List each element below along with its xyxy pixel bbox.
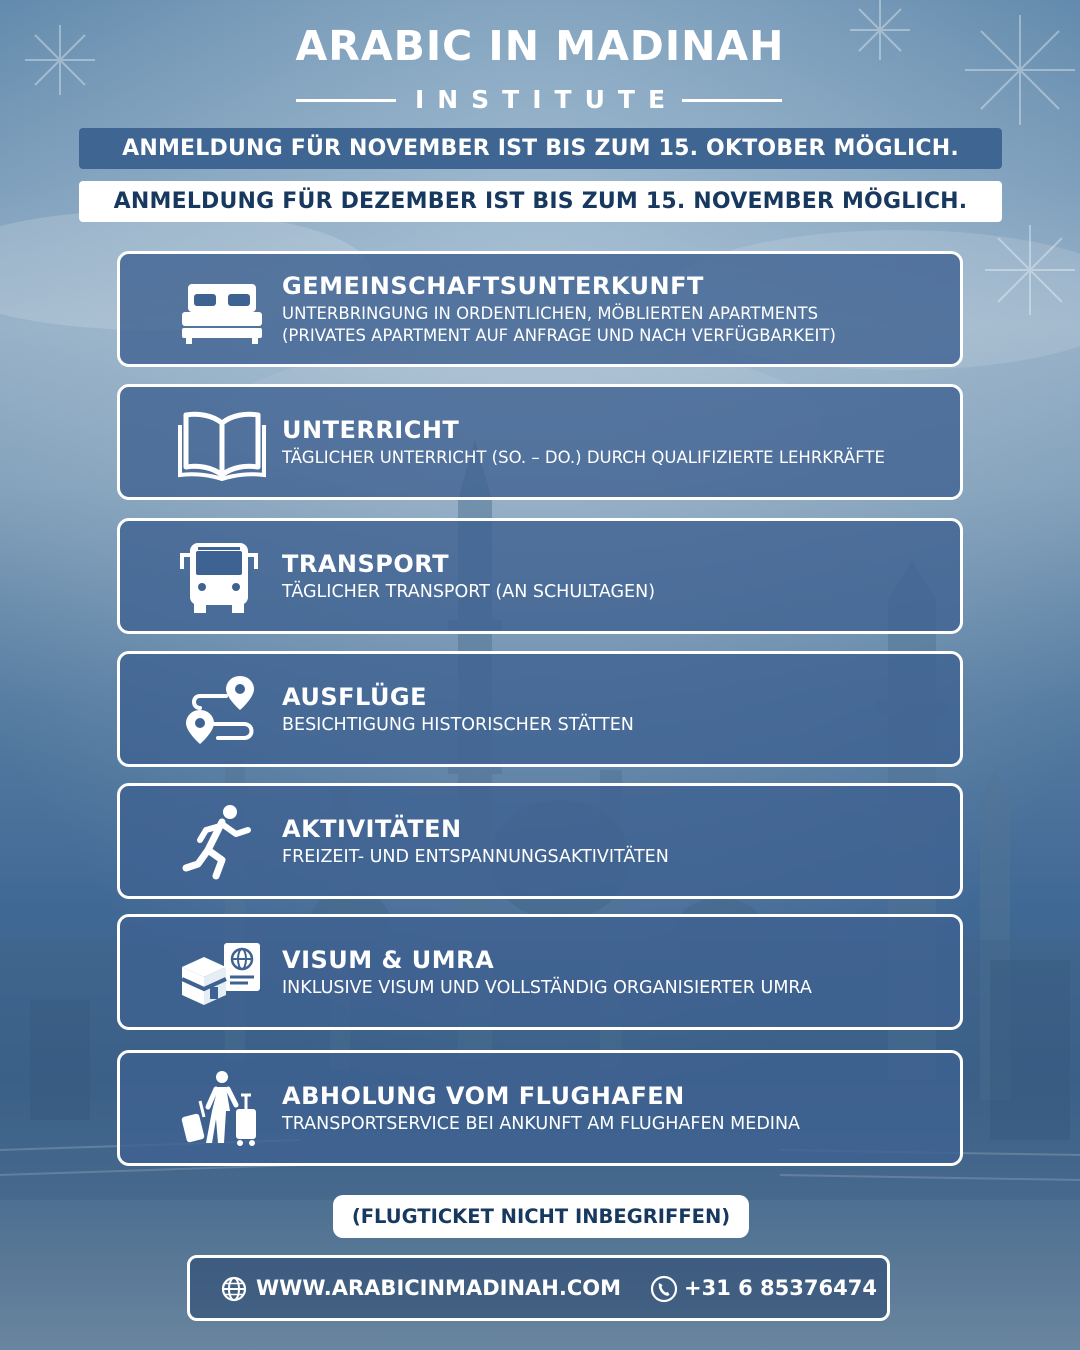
feature-title: UNTERRICHT bbox=[282, 415, 460, 444]
flight-ticket-note: (FLUGTICKET NICHT INBEGRIFFEN) bbox=[333, 1195, 749, 1238]
brand-title: ARABIC IN MADINAH bbox=[295, 22, 785, 70]
globe-icon bbox=[221, 1276, 247, 1302]
feature-card-airport-pickup bbox=[117, 1050, 963, 1166]
brand-subtitle-row bbox=[0, 80, 1080, 120]
feature-title: AKTIVITÄTEN bbox=[282, 814, 462, 843]
feature-description: INKLUSIVE VISUM UND VOLLSTÄNDIG ORGANISIERTER UMRA bbox=[282, 977, 812, 998]
kaaba-passport-icon bbox=[178, 935, 266, 1011]
traveler-luggage-icon bbox=[178, 1071, 266, 1147]
bed-icon bbox=[178, 272, 266, 348]
feature-card-visa-umra bbox=[117, 914, 963, 1030]
brand-header bbox=[0, 22, 1080, 120]
notice-november: ANMELDUNG FÜR NOVEMBER IST BIS ZUM 15. OKTOBER MÖGLICH. bbox=[79, 128, 1002, 169]
feature-description: BESICHTIGUNG HISTORISCHER STÄTTEN bbox=[282, 714, 634, 735]
feature-card-activities bbox=[117, 783, 963, 899]
route-pins-icon bbox=[178, 672, 266, 748]
contact-bar bbox=[187, 1255, 890, 1321]
feature-description: TÄGLICHER TRANSPORT (AN SCHULTAGEN) bbox=[282, 581, 656, 602]
feature-card-excursions bbox=[117, 651, 963, 767]
feature-card-transport bbox=[117, 518, 963, 634]
open-book-icon bbox=[178, 405, 266, 481]
feature-title: ABHOLUNG VOM FLUGHAFEN bbox=[282, 1081, 685, 1110]
brand-subtitle: INSTITUTE bbox=[414, 85, 679, 114]
website-link[interactable]: WWW.ARABICINMADINAH.COM bbox=[256, 1276, 621, 1300]
feature-title: GEMEINSCHAFTSUNTERKUNFT bbox=[282, 271, 704, 300]
phone-icon bbox=[650, 1275, 678, 1303]
phone-number[interactable]: +31 6 85376474 bbox=[684, 1276, 877, 1300]
brand-divider-left bbox=[296, 99, 396, 102]
feature-description: TÄGLICHER UNTERRICHT (SO. – DO.) DURCH QUALIFIZIERTE LEHRKRÄFTE bbox=[282, 447, 885, 467]
brand-divider-right bbox=[682, 99, 782, 102]
running-person-icon bbox=[178, 804, 266, 880]
feature-description: FREIZEIT- UND ENTSPANNUNGSAKTIVITÄTEN bbox=[282, 846, 669, 867]
feature-title: VISUM & UMRA bbox=[282, 945, 495, 974]
feature-title: AUSFLÜGE bbox=[282, 682, 428, 711]
bus-icon bbox=[178, 539, 266, 615]
notice-december: ANMELDUNG FÜR DEZEMBER IST BIS ZUM 15. NOVEMBER MÖGLICH. bbox=[79, 181, 1002, 222]
feature-card-lessons bbox=[117, 384, 963, 500]
feature-title: TRANSPORT bbox=[282, 549, 450, 578]
feature-description: TRANSPORTSERVICE BEI ANKUNFT AM FLUGHAFEN MEDINA bbox=[282, 1113, 801, 1134]
feature-description: UNTERBRINGUNG IN ORDENTLICHEN, MÖBLIERTEN APARTMENTS (PRIVATES APARTMENT AUF ANFRAGE UND NACH VERFÜGBARKEIT) bbox=[282, 303, 836, 345]
feature-card-accommodation bbox=[117, 251, 963, 367]
